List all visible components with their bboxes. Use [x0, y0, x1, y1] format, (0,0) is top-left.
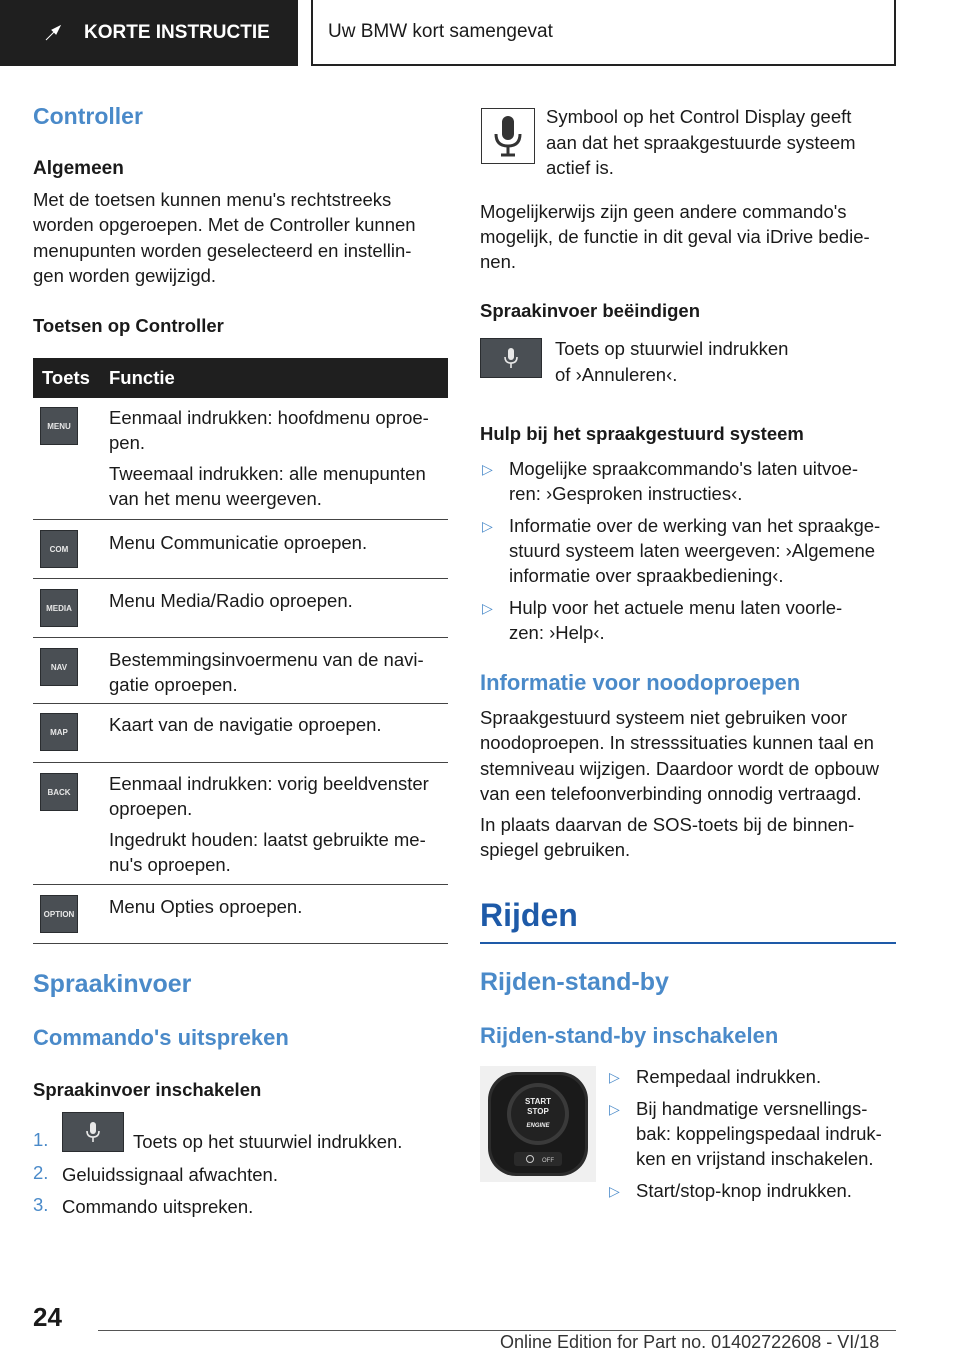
stop-label: STOP	[527, 1107, 549, 1116]
nood-text-3: stemniveau wijzigen. Daardoor wordt de opbouw	[480, 758, 879, 779]
standby-bullet-3: Start/stop-knop indrukken.	[636, 1180, 852, 1201]
voice-symbol-display-icon	[481, 108, 535, 164]
bullet-triangle-icon: ▷	[609, 1183, 620, 1199]
table-header	[33, 358, 448, 398]
toetsen-heading: Toetsen op Controller	[33, 315, 224, 336]
col-functie-header: Functie	[109, 367, 175, 388]
row-text-line: Ingedrukt houden: laatst gebruikte me‐nu's oproepen.	[109, 829, 426, 875]
section-tab-label: KORTE INSTRUCTIE	[84, 22, 270, 43]
start-stop-button-image	[480, 1066, 596, 1182]
row-text-line: Menu Opties oproepen.	[109, 896, 303, 917]
com-key-icon: COM	[40, 530, 78, 568]
start-label: START	[524, 1097, 552, 1106]
standby-bullet-2-line-2: bak: koppelingspedaal indruk‐	[636, 1123, 882, 1144]
nood-text-6: spiegel gebruiken.	[480, 839, 631, 860]
bookmark-flag-icon	[44, 24, 62, 42]
standby-inschakelen-heading: Rijden-stand-by inschakelen	[480, 1023, 779, 1048]
engine-label: ENGINE	[526, 1123, 550, 1129]
row-divider	[33, 703, 448, 704]
inschakelen-heading: Spraakinvoer inschakelen	[33, 1079, 262, 1100]
row-text-line: Tweemaal indrukken: alle menupunten van het menu weergeven.	[109, 463, 426, 509]
hulp-heading: Hulp bij het spraakgestuurd systeem	[480, 423, 804, 444]
row-text-line: Bestemmingsinvoermenu van de navi‐gatie oproepen.	[109, 649, 424, 695]
page-number: 24	[33, 1302, 62, 1332]
step-text: Geluidssignaal afwachten.	[62, 1164, 278, 1185]
media-key-icon: MEDIA	[40, 589, 78, 627]
step-number: 1.	[33, 1129, 49, 1150]
option-key-icon: OPTION	[40, 895, 78, 933]
bullet-triangle-icon: ▷	[609, 1101, 620, 1117]
hulp-bullet-3-line-2: zen: ›Help‹.	[509, 622, 605, 643]
bullet-triangle-icon: ▷	[482, 518, 493, 534]
symbool-text-3: actief is.	[546, 157, 614, 178]
algemeen-text-3: menupunten worden geselecteerd en instellin‐	[33, 240, 412, 261]
controller-heading: Controller	[33, 103, 143, 129]
step-text: Commando uitspreken.	[62, 1196, 254, 1217]
algemeen-text-1: Met de toetsen kunnen menu's rechtstreeks	[33, 189, 392, 210]
row-text-line: Menu Media/Radio oproepen.	[109, 590, 353, 611]
table-row	[109, 894, 444, 919]
hulp-bullet-3-line-1: Hulp voor het actuele menu laten voorle‐	[509, 597, 843, 618]
nood-text-4: van een telefoonverbinding onnodig vertraagd.	[480, 783, 862, 804]
nood-heading: Informatie voor noodoproepen	[480, 670, 801, 695]
step-number: 3.	[33, 1194, 49, 1215]
algemeen-text-4: gen worden gewijzigd.	[33, 265, 217, 286]
rijden-rule	[480, 942, 896, 944]
standby-bullet-2-line-1: Bij handmatige versnellings‐	[636, 1098, 868, 1119]
row-divider	[33, 578, 448, 579]
bullet-triangle-icon: ▷	[482, 461, 493, 477]
beeindigen-text-2: of ›Annuleren‹.	[555, 364, 678, 385]
row-text-line: Kaart van de navigatie oproepen.	[109, 714, 382, 735]
beeindigen-heading: Spraakinvoer beëindigen	[480, 300, 701, 321]
table-row	[109, 588, 444, 613]
footer-rule	[98, 1330, 896, 1331]
step-text: Toets op het stuurwiel indrukken.	[133, 1131, 403, 1152]
off-label: OFF	[542, 1158, 554, 1164]
nood-text-1: Spraakgestuurd systeem niet gebruiken voor	[480, 707, 848, 728]
step-number: 2.	[33, 1162, 49, 1183]
algemeen-heading: Algemeen	[33, 158, 124, 179]
start-stop-button-icon	[480, 1066, 596, 1182]
bullet-triangle-icon: ▷	[609, 1069, 620, 1085]
table-row	[109, 771, 444, 877]
row-divider	[33, 519, 448, 520]
standby-heading: Rijden-stand-by	[480, 968, 669, 996]
standby-bullet-1: Rempedaal indrukken.	[636, 1066, 822, 1087]
back-key-icon: BACK	[40, 773, 78, 811]
section-tab[interactable]	[0, 0, 298, 66]
section-subtitle: Uw BMW kort samengevat	[311, 0, 896, 66]
microphone-icon	[493, 114, 523, 158]
row-divider	[33, 762, 448, 763]
row-divider	[33, 943, 448, 944]
row-text-line: Eenmaal indrukken: hoofdmenu oproe‐pen.	[109, 407, 429, 453]
menu-key-icon: MENU	[40, 407, 78, 445]
col-toets-header: Toets	[42, 367, 90, 388]
row-text-line: Menu Communicatie oproepen.	[109, 532, 368, 553]
beeindigen-text-1: Toets op stuurwiel indrukken	[555, 338, 789, 359]
microphone-icon	[504, 347, 518, 369]
voice-wheel-button-icon	[62, 1112, 124, 1152]
table-row	[109, 405, 444, 511]
microphone-icon	[86, 1121, 100, 1143]
row-divider	[33, 637, 448, 638]
hulp-bullet-1-line-1: Mogelijke spraakcommando's laten uitvoe‐	[509, 458, 859, 479]
mogelijk-text-2: mogelijk, de functie in dit geval via iDrive bedie‐	[480, 226, 870, 247]
algemeen-text-2: worden opgeroepen. Met de Controller kunnen	[33, 214, 416, 235]
bullet-triangle-icon: ▷	[482, 600, 493, 616]
row-divider	[33, 884, 448, 885]
page-header	[0, 0, 960, 66]
rijden-heading: Rijden	[480, 897, 578, 933]
spraakinvoer-heading: Spraakinvoer	[33, 970, 192, 998]
table-row	[109, 530, 444, 555]
standby-bullet-2-line-3: ken en vrijstand inschakelen.	[636, 1148, 874, 1169]
table-row	[109, 712, 444, 737]
row-text-line: Eenmaal indrukken: vorig beeldvenster oproepen.	[109, 773, 429, 819]
symbool-text-1: Symbool op het Control Display geeft	[546, 106, 852, 127]
footer-edition: Online Edition for Part no. 01402722608 - VI/18	[500, 1332, 880, 1352]
mogelijk-text-3: nen.	[480, 251, 517, 272]
nav-key-icon: NAV	[40, 648, 78, 686]
symbool-text-2: aan dat het spraakgestuurde systeem	[546, 132, 856, 153]
table-row	[109, 647, 444, 697]
hulp-bullet-2-line-1: Informatie over de werking van het spraakge‐	[509, 515, 881, 536]
mogelijk-text-1: Mogelijkerwijs zijn geen andere commando's	[480, 201, 847, 222]
commandos-heading: Commando's uitspreken	[33, 1025, 289, 1050]
hulp-bullet-2-line-2: stuurd systeem laten weergeven: ›Algemene	[509, 540, 876, 561]
voice-wheel-button-icon	[480, 338, 542, 378]
nood-text-2: noodoproepen. In stresssituaties kunnen taal en	[480, 732, 874, 753]
nood-text-5: In plaats daarvan de SOS-toets bij de binnen‐	[480, 814, 855, 835]
map-key-icon: MAP	[40, 713, 78, 751]
hulp-bullet-2-line-3: informatie over spraakbediening‹.	[509, 565, 784, 586]
hulp-bullet-1-line-2: ren: ›Gesproken instructies‹.	[509, 483, 743, 504]
